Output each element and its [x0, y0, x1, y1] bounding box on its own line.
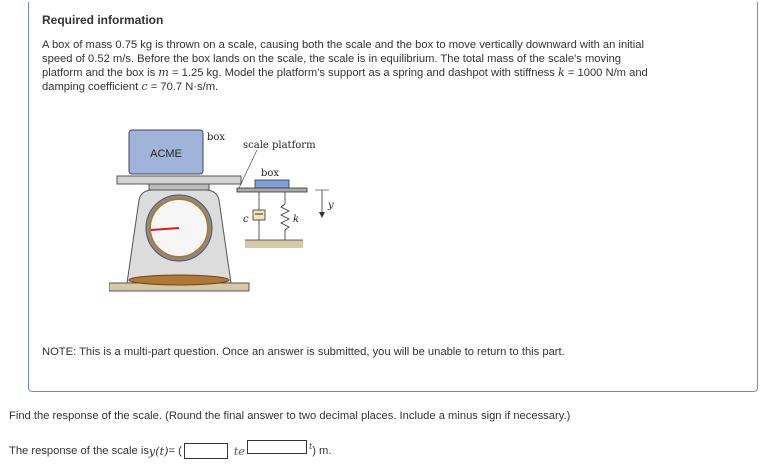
spring-k-label: k — [293, 214, 300, 225]
problem-statement — [42, 38, 732, 94]
dashpot-cylinder — [253, 210, 265, 220]
scale-figure — [109, 128, 349, 298]
required-information-panel — [28, 2, 758, 392]
spring-coil — [281, 204, 289, 230]
schematic-ground — [245, 240, 303, 248]
damper-c-label: c — [243, 214, 249, 225]
answer-te-text: te — [233, 444, 245, 458]
scale-platform-top — [117, 176, 241, 184]
scale-platform-neck — [149, 184, 209, 190]
problem-line-3: platform and the box is m = 1.25 kg. Model the platform's support as a spring and dashpot with stiffness k = 1000 N/m and — [42, 66, 648, 79]
y-axis-label: y — [328, 200, 334, 211]
problem-line-4: damping coefficient c = 70.7 N·s/m. — [42, 80, 219, 93]
scale-platform-label: scale platform — [243, 140, 316, 151]
answer-function: y(t) — [148, 444, 169, 458]
problem-line-1: A box of mass 0.75 kg is thrown on a scale, causing both the scale and the box to move vertically downward with an initial — [42, 39, 644, 51]
schematic-box-label: box — [261, 168, 280, 179]
scale-trim — [129, 275, 229, 285]
answer-suffix: ) m. — [312, 445, 332, 457]
acme-brand-label: ACME — [150, 148, 182, 160]
schematic-box — [255, 180, 289, 188]
exponent-input[interactable] — [247, 440, 307, 454]
coefficient-input[interactable] — [184, 443, 228, 459]
answer-prefix: The response of the scale is — [9, 445, 149, 457]
answer-exponent-t: t — [308, 441, 313, 451]
y-arrow-head — [319, 212, 325, 218]
note-text: NOTE: This is a multi-part question. Once an answer is submitted, you will be unable to return to this part. — [42, 346, 565, 358]
question-text: Find the response of the scale. (Round the final answer to two decimal places. Include a minus sign if necessary.) — [9, 410, 571, 422]
box-label: box — [207, 132, 226, 143]
platform-leader-line — [239, 150, 257, 188]
answer-row — [9, 443, 331, 459]
answer-equals: = ( — [168, 445, 182, 457]
schematic-platform — [237, 188, 307, 192]
info-title: Required information — [42, 13, 164, 27]
problem-line-2: speed of 0.52 m/s. Before the box lands on the scale, the scale is in equilibrium. The total mass of the scale's moving — [42, 53, 622, 65]
